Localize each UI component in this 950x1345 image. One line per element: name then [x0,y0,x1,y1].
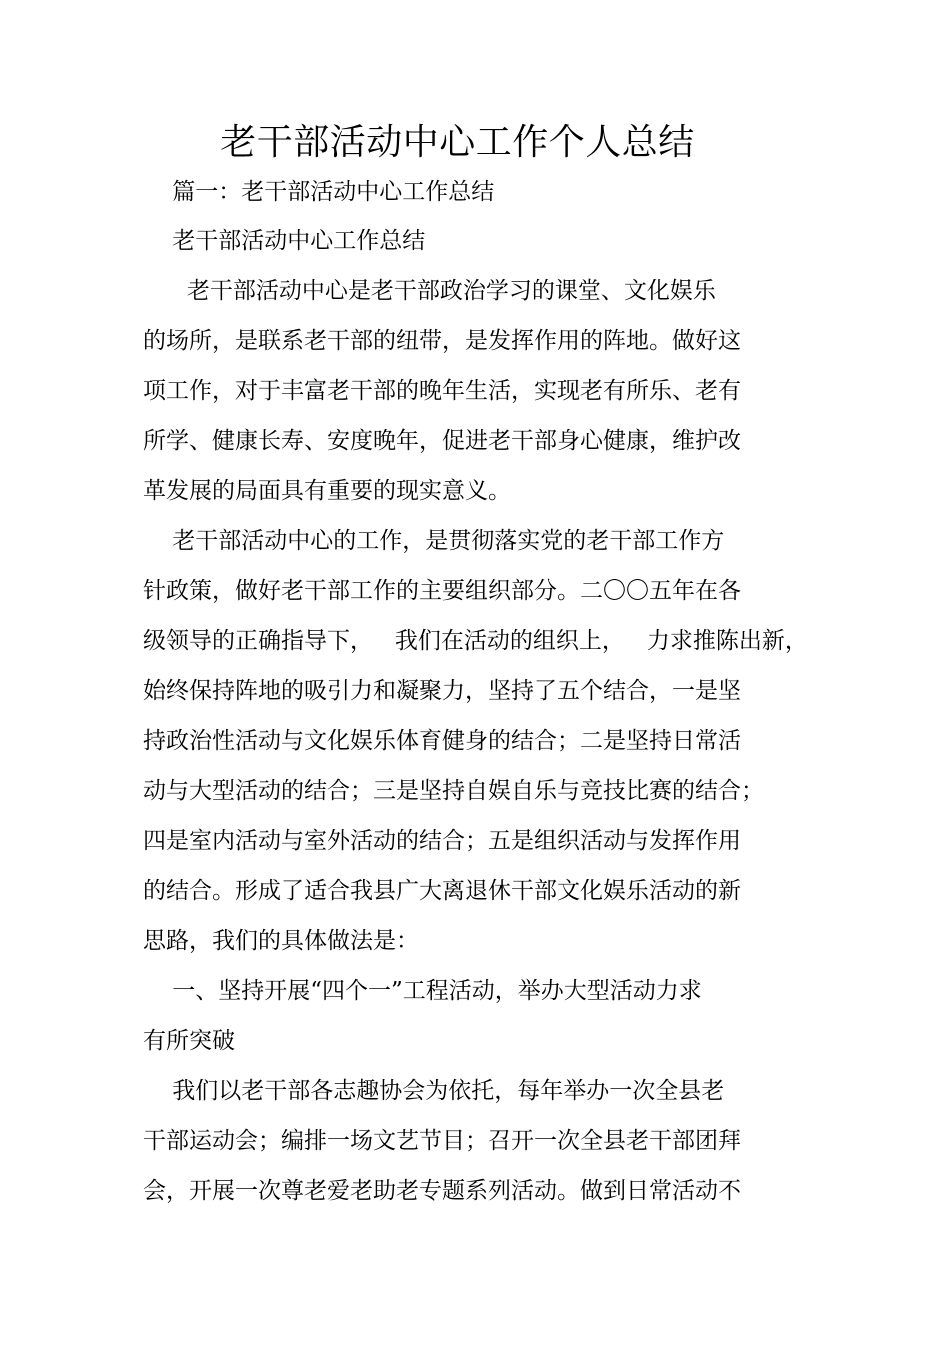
section-heading-continued: 有所突破 [143,1028,235,1054]
document-title: 老干部活动中心工作个人总结 [220,122,695,163]
paragraph-line: 始终保持阵地的吸引力和凝聚力，坚持了五个结合，一是坚 [143,678,741,704]
paragraph-line: 四是室内活动与室外活动的结合；五是组织活动与发挥作用 [143,828,741,854]
paragraph-line: 会，开展一次尊老爱老助老专题系列活动。做到日常活动不 [143,1178,741,1204]
paragraph-line: 针政策，做好老干部工作的主要组织部分。二〇〇五年在各 [143,578,741,604]
paragraph-line: 老干部活动中心是老干部政治学习的课堂、文化娱乐 [143,278,716,304]
paragraph-line: 所学、健康长寿、安度晚年，促进老干部身心健康，维护改 [143,428,741,454]
paragraph-line: 干部运动会；编排一场文艺节目；召开一次全县老干部团拜 [143,1128,741,1154]
paragraph-line: 级领导的正确指导下， 我们在活动的组织上， 力求推陈出新， [143,628,808,654]
paragraph-line: 思路，我们的具体做法是： [143,928,419,954]
paragraph-line: 我们以老干部各志趣协会为依托，每年举办一次全县老 [143,1078,725,1104]
subtitle-line: 篇一：老干部活动中心工作总结 [143,179,495,205]
paragraph-line: 的结合。形成了适合我县广大离退休干部文化娱乐活动的新 [143,878,741,904]
paragraph-line: 的场所，是联系老干部的纽带，是发挥作用的阵地。做好这 [143,328,741,354]
section-heading: 老干部活动中心工作总结 [143,228,426,254]
paragraph-line: 革发展的局面具有重要的现实意义。 [143,478,511,504]
paragraph-line: 老干部活动中心的工作，是贯彻落实党的老干部工作方 [143,528,725,554]
section-heading: 一、坚持开展“四个一”工程活动，举办大型活动力求 [143,978,702,1004]
paragraph-line: 项工作，对于丰富老干部的晚年生活，实现老有所乐、老有 [143,378,741,404]
paragraph-line: 持政治性活动与文化娱乐体育健身的结合；二是坚持日常活 [143,728,741,754]
paragraph-line: 动与大型活动的结合；三是坚持自娱自乐与竞技比赛的结合； [143,778,764,804]
